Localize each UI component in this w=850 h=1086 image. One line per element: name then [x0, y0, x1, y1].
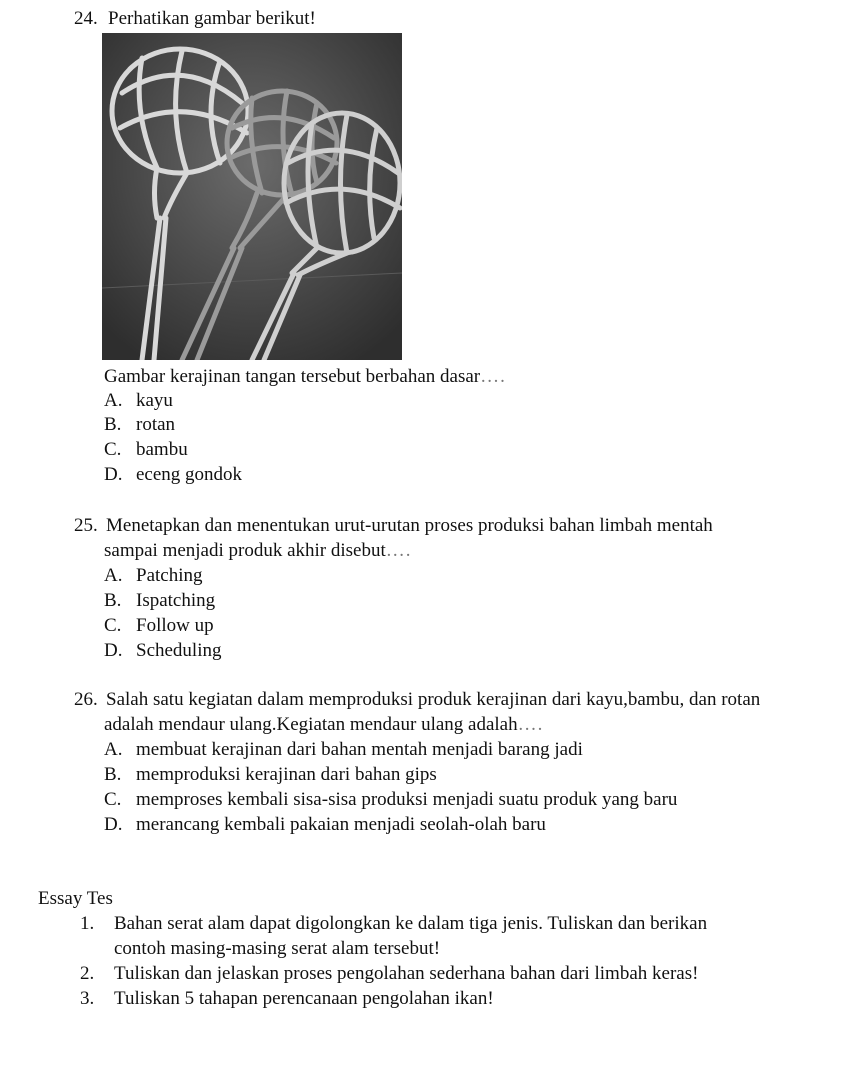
question-26-text-line: adalah mendaur ulang.Kegiatan mendaur ulang adalah….: [104, 714, 544, 735]
option-text: kayu: [136, 390, 173, 411]
question-24-text: Perhatikan gambar berikut!: [108, 8, 316, 29]
essay-item-text-line: Tuliskan 5 tahapan perencanaan pengolahan ikan!: [114, 988, 494, 1009]
essay-item-number: 2.: [80, 963, 95, 984]
option-text: Follow up: [136, 615, 214, 636]
option-text: bambu: [136, 439, 188, 460]
option-letter: D.: [104, 464, 123, 485]
option-text: Ispatching: [136, 590, 216, 611]
question-24-number: 24.: [74, 8, 98, 29]
option-text: memproduksi kerajinan dari bahan gips: [136, 764, 437, 785]
essay-item-text-line: contoh masing-masing serat alam tersebut!: [114, 938, 441, 959]
essay-heading: Essay Tes: [38, 888, 113, 909]
option-letter: C.: [104, 615, 122, 636]
question-25-text-line: Menetapkan dan menentukan urut-urutan proses produksi bahan limbah mentah: [106, 515, 713, 536]
option-letter: A.: [104, 739, 123, 760]
option-text: memproses kembali sisa-sisa produksi menjadi suatu produk yang baru: [136, 789, 678, 810]
question-26-number: 26.: [74, 689, 98, 710]
option-letter: A.: [104, 390, 123, 411]
essay-item-text-line: Bahan serat alam dapat digolongkan ke dalam tiga jenis. Tuliskan dan berikan: [114, 913, 708, 934]
option-letter: B.: [104, 414, 122, 435]
option-text: eceng gondok: [136, 464, 243, 485]
option-text: Patching: [136, 565, 203, 586]
option-text: Scheduling: [136, 640, 222, 661]
option-letter: C.: [104, 439, 122, 460]
option-letter: B.: [104, 590, 122, 611]
essay-item-number: 1.: [80, 913, 95, 934]
option-text: rotan: [136, 414, 176, 435]
question-26-text-line: Salah satu kegiatan dalam memproduksi produk kerajinan dari kayu,bambu, dan rotan: [106, 689, 761, 710]
option-letter: D.: [104, 814, 123, 835]
option-letter: A.: [104, 565, 123, 586]
option-letter: B.: [104, 764, 122, 785]
question-24-image-caption: Gambar kerajinan tangan tersebut berbahan dasar….: [104, 366, 506, 387]
option-text: membuat kerajinan dari bahan mentah menjadi barang jadi: [136, 739, 583, 760]
essay-item-text-line: Tuliskan dan jelaskan proses pengolahan sederhana bahan dari limbah keras!: [114, 963, 699, 984]
option-letter: C.: [104, 789, 122, 810]
question-25-text-line: sampai menjadi produk akhir disebut….: [104, 540, 412, 561]
option-letter: D.: [104, 640, 123, 661]
rattan-rug-beater-photo: [102, 33, 402, 360]
option-text: merancang kembali pakaian menjadi seolah-olah baru: [136, 814, 546, 835]
essay-item-number: 3.: [80, 988, 95, 1009]
question-25-number: 25.: [74, 515, 98, 536]
